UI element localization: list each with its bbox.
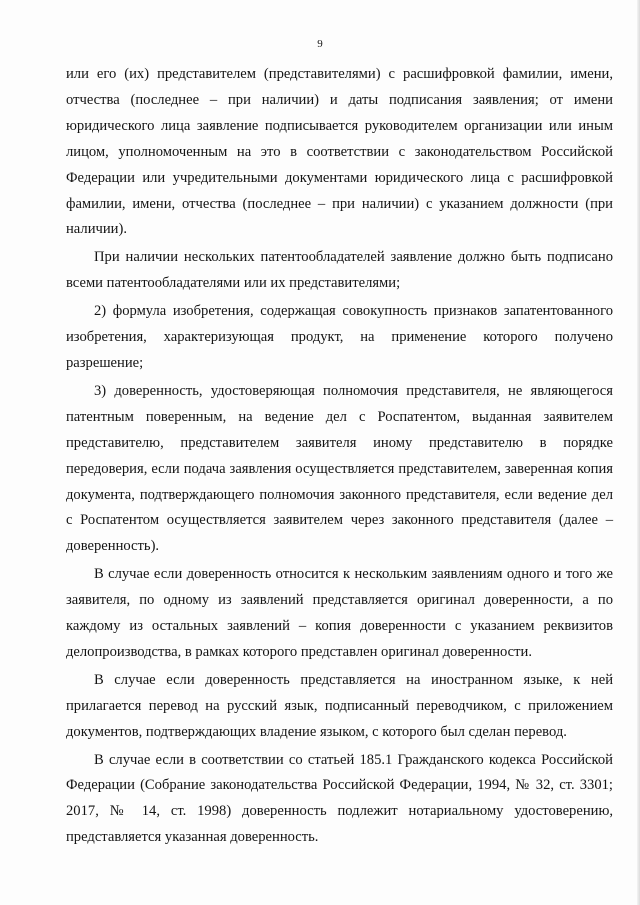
document-body (66, 62, 613, 851)
paragraph-item-2-invention-formula: 2) формула изобретения, содержащая совокупность признаков запатентованного изобретения, характеризующая продукт, на применение которого получено разрешение; (66, 303, 613, 371)
paragraph-multiple-applications: В случае если доверенность относится к нескольким заявлениям одного и того же заявителя, по одному из заявлений представляется оригинал доверенности, а по каждому из остальных заявлений – копия доверенности с указанием реквизитов делопроизводства, в рамках которого представлен оригинал доверенности. (66, 566, 613, 660)
paragraph-foreign-language: В случае если доверенность представляется на иностранном языке, к ней прилагается перевод на русский язык, подписанный переводчиком, с приложением документов, подтверждающих владение языком, с которого был сделан перевод. (66, 671, 613, 740)
paragraph-item-3-power-of-attorney: 3) доверенность, удостоверяющая полномочия представителя, не являющегося патентным поверенным, на ведение дел с Роспатентом, выданная заявителем представителю, представителем заявителя иному представителю в порядке передоверия, если подача заявления осуществляется представителем, заверенная копия документа, подтверждающего полномочия законного представителя, если ведение дел с Роспатентом осуществляется заявителем через законного представителя (далее – доверенность). (66, 382, 613, 555)
paragraph-signature-continuation: или его (их) представителем (представителями) с расшифровкой фамилии, имени, отчества (последнее – при наличии) и даты подписания заявления; от имени юридического лица заявление подписывается руководителем организации или иным лицом, уполномоченным на это в соответствии с законодательством Российской Федерации или учредительными документами юридического лица с расшифровкой фамилии, имени, отчества (последнее – при наличии) с указанием должности (при наличии). (66, 66, 613, 238)
paragraph-multiple-patent-holders: При наличии нескольких патентообладателей заявление должно быть подписано всеми патентообладателями или их представителями; (66, 249, 613, 292)
page-number: 9 (317, 38, 323, 50)
paragraph-notarization: В случае если в соответствии со статьей 185.1 Гражданского кодекса Российской Федерации (Собрание законодательства Российской Федерации, 1994, № 32, ст. 3301; 2017, № 14, ст. 1998) доверенность подлежит нотариальному удостоверению, представляется указанная доверенность. (66, 751, 613, 846)
